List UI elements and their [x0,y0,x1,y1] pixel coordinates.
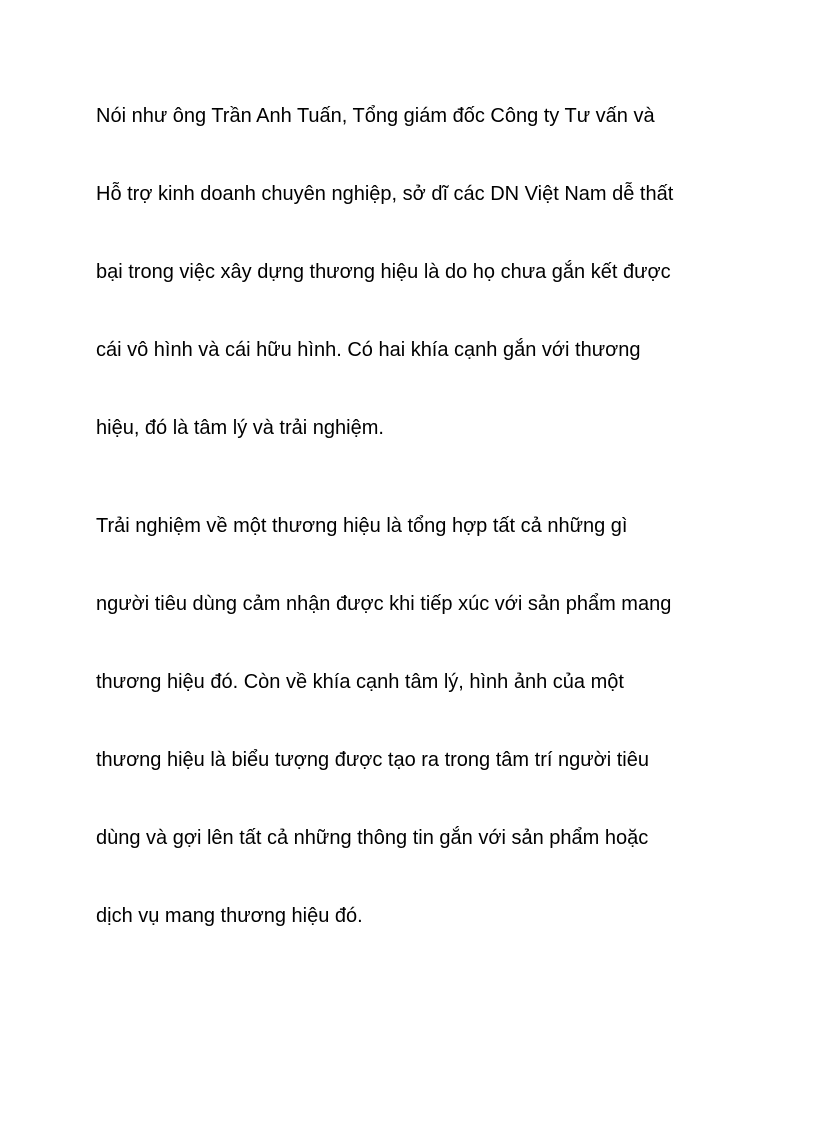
text-line: Nói như ông Trần Anh Tuấn, Tổng giám đốc Công ty Tư vấn và [96,105,655,127]
text-line: dịch vụ mang thương hiệu đó. [96,905,363,927]
text-line: thương hiệu là biểu tượng được tạo ra trong tâm trí người tiêu [96,749,649,771]
text-line: dùng và gợi lên tất cả những thông tin gắn với sản phẩm hoặc [96,827,649,849]
text-line: hiệu, đó là tâm lý và trải nghiệm. [96,417,384,439]
text-line: cái vô hình và cái hữu hình. Có hai khía cạnh gắn với thương [96,339,641,361]
text-line: người tiêu dùng cảm nhận được khi tiếp xúc với sản phẩm mang [96,593,672,615]
text-line: Trải nghiệm về một thương hiệu là tổng hợp tất cả những gì [96,515,628,537]
text-line: bại trong việc xây dựng thương hiệu là do họ chưa gắn kết được [96,261,671,283]
text-line: thương hiệu đó. Còn về khía cạnh tâm lý, hình ảnh của một [96,671,624,693]
text-line: Hỗ trợ kinh doanh chuyên nghiệp, sở dĩ các DN Việt Nam dễ thất [96,183,674,205]
